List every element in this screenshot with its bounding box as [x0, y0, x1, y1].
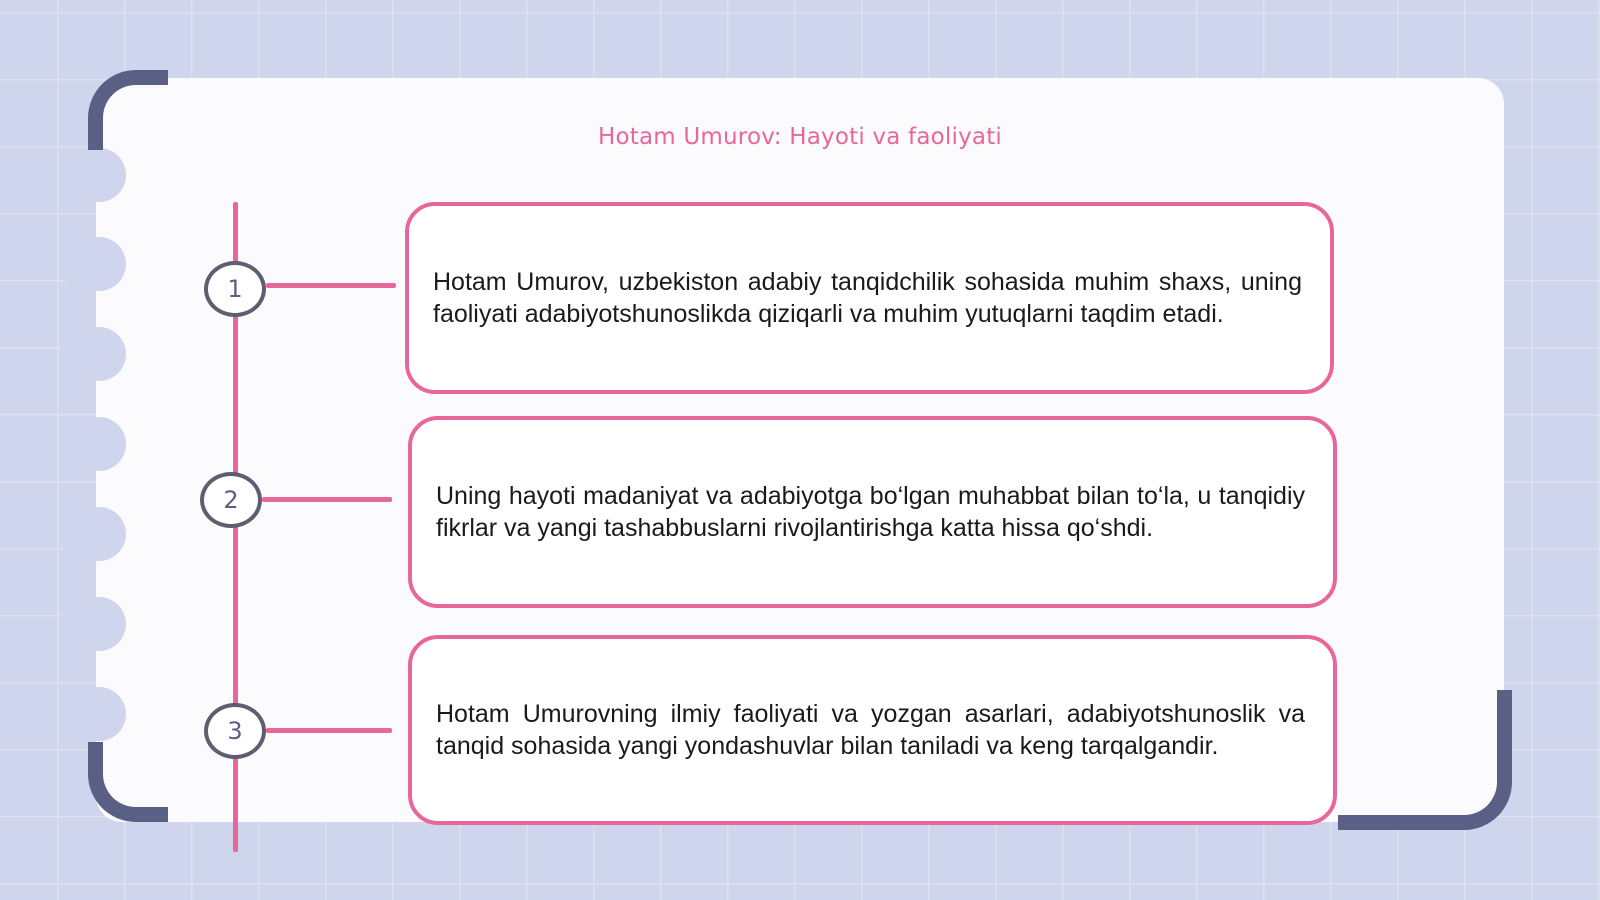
- step-card: [408, 635, 1337, 825]
- slide-title: Hotam Umurov: Hayoti va faoliyati: [597, 124, 1002, 150]
- corner-bracket-top-left: [88, 70, 168, 150]
- binder-hole: [60, 237, 126, 291]
- binder-hole: [60, 507, 126, 561]
- step-number-badge: 3: [204, 703, 266, 759]
- step-card: [408, 416, 1337, 608]
- binder-hole: [60, 417, 126, 471]
- corner-bracket-bottom-right: [1338, 690, 1512, 830]
- binder-hole: [60, 148, 126, 202]
- timeline-connector: [266, 728, 392, 733]
- step-number-badge: 1: [204, 261, 266, 317]
- step-text: Hotam Umurov, uzbekiston adabiy tanqidchilik sohasida muhim shaxs, uning faoliyati adabiyotshunoslikda qiziqarli va muhim yutuqlarni taqdim etadi.: [433, 268, 1302, 328]
- step-text: Hotam Umurovning ilmiy faoliyati va yozgan asarlari, adabiyotshunoslik va tanqid sohasida yangi yondashuvlar bilan taniladi va keng tarqalgandir.: [436, 700, 1305, 760]
- step-card: [405, 202, 1334, 394]
- step-text: Uning hayoti madaniyat va adabiyotga bo‘lgan muhabbat bilan to‘la, u tanqidiy fikrlar va yangi tashabbuslarni rivojlantirishga katta hissa qo‘shdi.: [436, 482, 1305, 542]
- binder-hole: [60, 687, 126, 741]
- timeline-connector: [262, 497, 392, 502]
- binder-hole: [60, 327, 126, 381]
- step-number-badge: 2: [200, 472, 262, 528]
- binder-hole: [60, 597, 126, 651]
- timeline-connector: [266, 283, 396, 288]
